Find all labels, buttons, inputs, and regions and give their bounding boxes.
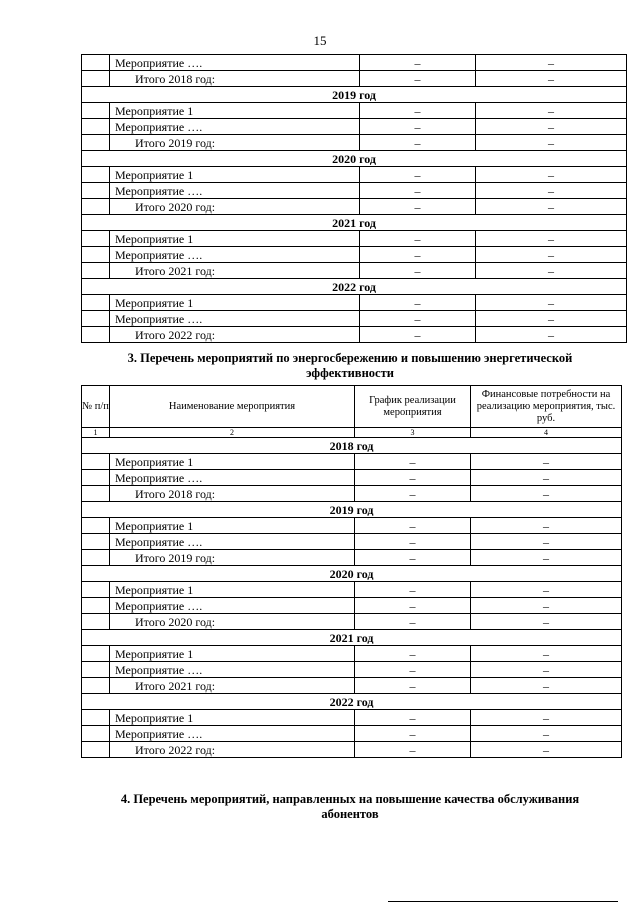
row-number-cell (82, 199, 110, 215)
total-label: Итого 2022 год: (110, 742, 355, 758)
finance-cell: – (476, 135, 627, 151)
total-row (82, 678, 622, 694)
column-number: 3 (355, 428, 471, 438)
header-activity-name: Наименование мероприятия (110, 386, 355, 428)
activity-name: Мероприятие …. (110, 119, 360, 135)
total-label: Итого 2019 год: (110, 135, 360, 151)
finance-cell: – (471, 662, 622, 678)
table-body (82, 386, 622, 758)
finance-cell: – (471, 646, 622, 662)
column-number: 4 (471, 428, 622, 438)
row-number-cell (82, 518, 110, 534)
schedule-cell: – (360, 311, 476, 327)
row-number-cell (82, 119, 110, 135)
activity-name: Мероприятие 1 (110, 582, 355, 598)
year-header-row (82, 694, 622, 710)
finance-cell: – (471, 486, 622, 502)
row-number-cell (82, 550, 110, 566)
finance-cell: – (476, 71, 627, 87)
row-number-cell (82, 103, 110, 119)
year-header-row (82, 279, 627, 295)
row-number-cell (82, 71, 110, 87)
year-header-row (82, 630, 622, 646)
activity-name: Мероприятие 1 (110, 231, 360, 247)
year-label: 2020 год (82, 566, 622, 582)
schedule-cell: – (360, 103, 476, 119)
page-number: 15 (313, 33, 327, 48)
activity-name: Мероприятие 1 (110, 167, 360, 183)
total-row (82, 742, 622, 758)
finance-cell: – (476, 183, 627, 199)
total-row (82, 327, 627, 343)
finance-cell: – (476, 311, 627, 327)
total-label: Итого 2020 год: (110, 199, 360, 215)
activity-row (82, 295, 627, 311)
row-number-cell (82, 662, 110, 678)
activity-name: Мероприятие 1 (110, 518, 355, 534)
schedule-cell: – (355, 550, 471, 566)
total-row (82, 135, 627, 151)
year-header-row (82, 151, 627, 167)
schedule-cell: – (360, 295, 476, 311)
row-number-cell (82, 231, 110, 247)
activity-row (82, 534, 622, 550)
row-number-cell (82, 454, 110, 470)
row-number-cell (82, 311, 110, 327)
total-row (82, 199, 627, 215)
activity-row (82, 119, 627, 135)
activity-row (82, 582, 622, 598)
schedule-cell: – (360, 119, 476, 135)
year-label: 2020 год (82, 151, 627, 167)
section-4-title (100, 792, 600, 822)
schedule-cell: – (360, 135, 476, 151)
total-row (82, 71, 627, 87)
row-number-cell (82, 486, 110, 502)
activity-row (82, 183, 627, 199)
finance-cell: – (471, 678, 622, 694)
schedule-cell: – (355, 710, 471, 726)
activity-row (82, 167, 627, 183)
schedule-cell: – (360, 71, 476, 87)
finance-cell: – (476, 199, 627, 215)
year-header-row (82, 502, 622, 518)
finance-cell: – (476, 167, 627, 183)
total-label: Итого 2018 год: (110, 71, 360, 87)
activity-row (82, 247, 627, 263)
finance-cell: – (476, 295, 627, 311)
finance-cell: – (476, 119, 627, 135)
section-3-title-line1: 3. Перечень мероприятий по энергосбережению и повышению энергетической (127, 351, 573, 365)
year-label: 2021 год (82, 630, 622, 646)
activity-row (82, 646, 622, 662)
row-number-cell (82, 742, 110, 758)
row-number-cell (82, 582, 110, 598)
row-number-cell (82, 614, 110, 630)
header-number: № п/п (82, 386, 110, 428)
row-number-cell (82, 598, 110, 614)
activity-row (82, 726, 622, 742)
year-header-row (82, 215, 627, 231)
total-row (82, 263, 627, 279)
schedule-cell: – (355, 582, 471, 598)
row-number-cell (82, 295, 110, 311)
activity-name: Мероприятие …. (110, 55, 360, 71)
year-label: 2022 год (82, 279, 627, 295)
footer-line (388, 901, 618, 902)
schedule-cell: – (355, 726, 471, 742)
row-number-cell (82, 710, 110, 726)
activity-row (82, 231, 627, 247)
row-number-cell (82, 263, 110, 279)
finance-cell: – (476, 327, 627, 343)
row-number-cell (82, 678, 110, 694)
activity-row (82, 662, 622, 678)
activity-name: Мероприятие 1 (110, 710, 355, 726)
activity-name: Мероприятие …. (110, 726, 355, 742)
year-header-row (82, 87, 627, 103)
total-label: Итого 2018 год: (110, 486, 355, 502)
row-number-cell (82, 183, 110, 199)
year-label: 2021 год (82, 215, 627, 231)
schedule-cell: – (355, 534, 471, 550)
finance-cell: – (476, 55, 627, 71)
section-3-title-line2: эффективности (306, 366, 394, 380)
finance-cell: – (471, 710, 622, 726)
activity-name: Мероприятие 1 (110, 295, 360, 311)
activity-row (82, 518, 622, 534)
activity-row (82, 55, 627, 71)
year-label: 2022 год (82, 694, 622, 710)
year-label: 2019 год (82, 502, 622, 518)
total-label: Итого 2021 год: (110, 263, 360, 279)
schedule-cell: – (355, 486, 471, 502)
activity-name: Мероприятие …. (110, 598, 355, 614)
finance-cell: – (471, 470, 622, 486)
activity-row (82, 454, 622, 470)
activity-row (82, 103, 627, 119)
activity-name: Мероприятие …. (110, 183, 360, 199)
row-number-cell (82, 247, 110, 263)
schedule-cell: – (360, 55, 476, 71)
finance-cell: – (471, 726, 622, 742)
finance-cell: – (471, 534, 622, 550)
header-schedule: График реализации мероприятия (355, 386, 471, 428)
schedule-cell: – (360, 231, 476, 247)
total-row (82, 550, 622, 566)
row-number-cell (82, 470, 110, 486)
schedule-cell: – (360, 327, 476, 343)
row-number-cell (82, 327, 110, 343)
total-label: Итого 2021 год: (110, 678, 355, 694)
activity-row (82, 598, 622, 614)
total-label: Итого 2022 год: (110, 327, 360, 343)
year-label: 2019 год (82, 87, 627, 103)
finance-cell: – (471, 598, 622, 614)
total-row (82, 486, 622, 502)
activity-name: Мероприятие 1 (110, 454, 355, 470)
finance-cell: – (476, 231, 627, 247)
schedule-cell: – (360, 247, 476, 263)
activity-name: Мероприятие …. (110, 311, 360, 327)
activity-name: Мероприятие 1 (110, 103, 360, 119)
schedule-cell: – (355, 662, 471, 678)
year-header-row (82, 566, 622, 582)
activity-row (82, 311, 627, 327)
section-4-title-line2: абонентов (321, 807, 379, 821)
schedule-cell: – (355, 518, 471, 534)
year-header-row (82, 438, 622, 454)
finance-cell: – (471, 742, 622, 758)
row-number-cell (82, 135, 110, 151)
schedule-cell: – (355, 614, 471, 630)
schedule-cell: – (360, 183, 476, 199)
energy-saving-table (81, 385, 622, 758)
row-number-cell (82, 646, 110, 662)
activity-name: Мероприятие …. (110, 662, 355, 678)
schedule-cell: – (355, 678, 471, 694)
activity-name: Мероприятие 1 (110, 646, 355, 662)
finance-cell: – (476, 247, 627, 263)
row-number-cell (82, 534, 110, 550)
finance-cell: – (471, 614, 622, 630)
column-number: 1 (82, 428, 110, 438)
schedule-cell: – (360, 263, 476, 279)
row-number-cell (82, 55, 110, 71)
schedule-cell: – (355, 470, 471, 486)
row-number-cell (82, 167, 110, 183)
year-label: 2018 год (82, 438, 622, 454)
column-number-row (82, 428, 622, 438)
section-4-title-line1: 4. Перечень мероприятий, направленных на повышение качества обслуживания (120, 792, 580, 806)
activity-name: Мероприятие …. (110, 247, 360, 263)
finance-cell: – (471, 454, 622, 470)
finance-cell: – (471, 550, 622, 566)
schedule-cell: – (355, 454, 471, 470)
activities-table-continued (81, 54, 627, 343)
schedule-cell: – (355, 742, 471, 758)
activity-row (82, 470, 622, 486)
finance-cell: – (476, 263, 627, 279)
finance-cell: – (476, 103, 627, 119)
finance-cell: – (471, 518, 622, 534)
activity-name: Мероприятие …. (110, 534, 355, 550)
schedule-cell: – (360, 199, 476, 215)
total-label: Итого 2019 год: (110, 550, 355, 566)
header-finance: Финансовые потребности на реализацию мероприятия, тыс. руб. (471, 386, 622, 428)
total-label: Итого 2020 год: (110, 614, 355, 630)
schedule-cell: – (360, 167, 476, 183)
total-row (82, 614, 622, 630)
activity-row (82, 710, 622, 726)
schedule-cell: – (355, 646, 471, 662)
schedule-cell: – (355, 598, 471, 614)
activity-name: Мероприятие …. (110, 470, 355, 486)
column-number: 2 (110, 428, 355, 438)
finance-cell: – (471, 582, 622, 598)
table-header-row (82, 386, 622, 428)
section-3-title (100, 351, 600, 381)
row-number-cell (82, 726, 110, 742)
table-body (82, 55, 627, 343)
